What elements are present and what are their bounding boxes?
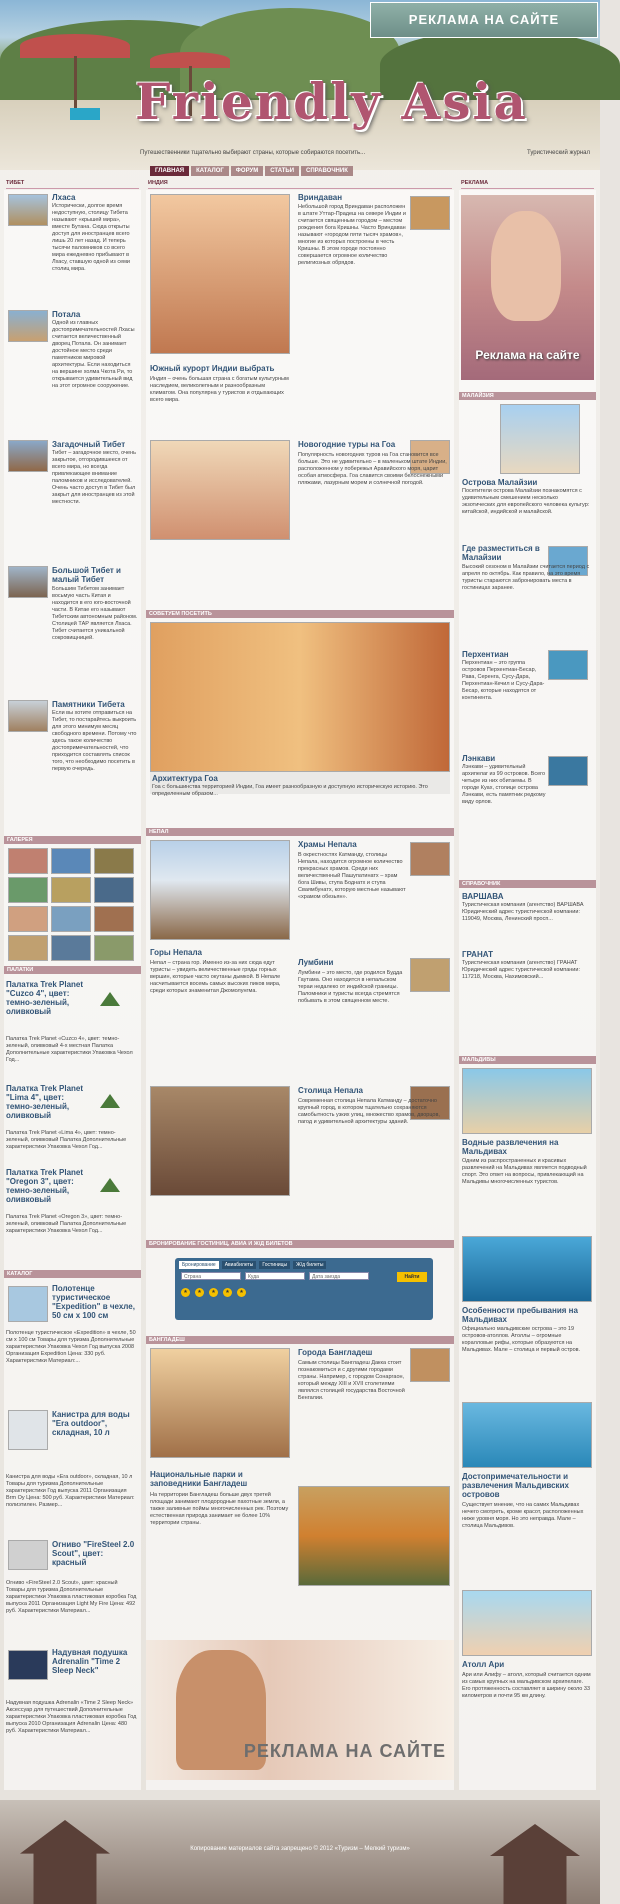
bangladesh-hotel-photo[interactable] xyxy=(150,1348,290,1458)
right-ad-banner[interactable] xyxy=(461,195,594,380)
right-ad-label: Реклама на сайте xyxy=(475,348,580,362)
article-text-maldives-sights: Существует мнение, что на самих Мальдивах нечего смотреть, кроме красот, расположенных ниже уровня моря. Но это неправда. Мале – столица Мальдивов. xyxy=(462,1502,584,1529)
article-text-ari-atoll: Ари или Алифу – атолл, который считается одним из самых крупных на мальдивском архипелаге. Его протяженность составляет в ширину около 33 километров и почти 95 км длину. xyxy=(462,1672,591,1699)
booking-tab[interactable]: Авиабилеты xyxy=(222,1261,257,1269)
temple-shape xyxy=(20,1820,110,1904)
article-title-lhasa[interactable]: Лхаса xyxy=(52,193,76,202)
chair-shape xyxy=(70,108,100,120)
left-column-heading: ТИБЕТ xyxy=(6,180,139,189)
mysterious-tibet-thumbnail[interactable] xyxy=(8,440,48,472)
article-title-maldives-sights[interactable]: Достопримечательности и развлечения Мальдивских островов xyxy=(462,1472,569,1499)
article-title-big-tibet[interactable]: Большой Тибет и малый Тибет xyxy=(52,566,121,584)
star-icon[interactable]: ★ xyxy=(237,1288,246,1297)
article-title-bangladesh-cities[interactable]: Города Бангладеш xyxy=(298,1348,373,1357)
booking-tab[interactable]: Ж/д билеты xyxy=(293,1261,326,1269)
star-icon[interactable]: ★ xyxy=(209,1288,218,1297)
lhasa-thumbnail[interactable] xyxy=(8,194,48,226)
booking-tab[interactable]: Гостиницы xyxy=(259,1261,290,1269)
tibet-monuments-thumbnail[interactable] xyxy=(8,700,48,732)
nav-catalog[interactable]: КАТАЛОГ xyxy=(191,166,229,176)
gallery-image[interactable] xyxy=(8,848,48,874)
article-title-potala[interactable]: Потала xyxy=(52,310,81,319)
gallery-image[interactable] xyxy=(94,848,134,874)
article-text-malaysia-islands: Посетители острова Малайзии познакомятся с удивительным смешением несколько экзотических для европейского человека культур: китайской, индийской и малайской. xyxy=(462,488,590,515)
star-icon[interactable]: ★ xyxy=(195,1288,204,1297)
star-icon[interactable]: ★ xyxy=(181,1288,190,1297)
article-text-potala: Одной из главных достопримечательностей Лхасы считается величественный дворец Потала. Он занимает достойное место среди памятников мировой архитектуры. Если находиться на вершине холма Чкота Ри, то открывается удивительный вид на этот огромное сооружение. xyxy=(52,320,135,389)
ad-face-shape xyxy=(491,211,561,321)
umbrella-icon xyxy=(20,34,130,58)
gallery-image[interactable] xyxy=(8,906,48,932)
reference-section-heading: СПРАВОЧНИК xyxy=(459,880,596,888)
article-text-perhentian: Перхентиан – это группа островов Перхентиан-Бесар, Рава, Серенга, Сусу-Дара, Перхентиан-Кечил и Сусу-Дара-Бесар, которые находятся от континента. xyxy=(462,660,545,701)
nav-forum[interactable]: ФОРУМ xyxy=(231,166,263,176)
fire-starter-thumbnail[interactable] xyxy=(8,1540,48,1570)
article-text-big-tibet: Большим Тибетом занимает восьмую часть Китая и находится в его юго-восточной части. В Китае его называют Тибетским автономным районом. Столицей ТАР является Лхаса. Тибет считается уникальной сокровищницей. xyxy=(52,586,138,641)
reference-title-warsaw[interactable]: ВАРШАВА xyxy=(462,892,504,901)
article-text-goa-new-year: Популярность новогодних туров на Гоа становится все больше. Это не удивительно – в маленьком штате Индии, расположенном у побережья Аравийского моря, царит особая атмосфера. Гоа славится своими белоснежными пляжами, лазурным морем и солнечной погодой. xyxy=(298,452,447,486)
booking-search-button[interactable]: Найти xyxy=(397,1272,427,1282)
product-title-tent-lima[interactable]: Палатка Trek Planet "Lima 4", цвет: темно-зеленый, оливковый xyxy=(6,1084,84,1120)
article-title-vrindavan[interactable]: Вриндаван xyxy=(298,193,343,202)
article-title-malaysia-stay[interactable]: Где разместиться в Малайзии xyxy=(462,544,540,562)
article-text-maldives-features: Официально мальдивские острова – это 19 островов-атоллов. Атоллы – огромные коралловые рифы, которые образуются на Мальдивах. Мале – столица и первый остров. xyxy=(462,1326,581,1353)
kathmandu-photo[interactable] xyxy=(150,1086,290,1196)
booking-widget xyxy=(175,1258,433,1320)
article-text-mysterious-tibet: Тибет – загадочное место, очень закрытое, отгородившееся от всего мира, но всегда привлекающее внимание паломников и исследователей. Очень часто доступ в Тибет был закрыт для иностранцев из этой местности. xyxy=(52,450,136,505)
booking-city-field[interactable]: Куда xyxy=(245,1272,305,1280)
booking-country-field[interactable]: Страна xyxy=(181,1272,241,1280)
product-text-pillow: Надувная подушка Adrenalin «Time 2 Sleep Neck» Аксессуар для путешествий Дополнительные характеристики Упаковка пластиковая коробка Год выпуска 2010 Организация Adrenalin Цена: 480 руб. Характеристики Материал... xyxy=(6,1700,137,1734)
goa-couple-photo[interactable] xyxy=(150,622,450,772)
nepal-mountain-photo[interactable] xyxy=(150,840,290,940)
article-text-bangladesh-cities: Самым столицы Бангладеш Дакка стоит познакомиться и с другими городами страны. Например, с городом Сонаргаон, который между XIII и XVII столетиями являлся столицей государства Восточной Бенгалии. xyxy=(298,1360,405,1401)
bangladesh-cities-thumbnail[interactable] xyxy=(410,1348,450,1382)
article-text-lumbini: Лумбини – это место, где родился Будда Гаутама. Оно находится в непальском тераи недалеко от индийской границы. Паломники и туристы всегда стремятся побывать в этом священном месте. xyxy=(298,970,403,1004)
neck-pillow-thumbnail[interactable] xyxy=(8,1650,48,1680)
water-canister-thumbnail[interactable] xyxy=(8,1410,48,1450)
reference-title-granat[interactable]: ГРАНАТ xyxy=(462,950,493,959)
recommended-section-heading: СОВЕТУЕМ ПОСЕТИТЬ xyxy=(146,610,454,618)
tents-section-heading: ПАЛАТКИ xyxy=(4,966,141,974)
product-title-firesteel[interactable]: Огниво "FireSteel 2.0 Scout", цвет: красный xyxy=(52,1540,135,1567)
article-text-malaysia-stay: Высокий сезоном в Малайзии считается период с апреля по октябрь. Как правило, на это время туристы стараются забронировать места в гостиницах заранее. xyxy=(462,564,590,591)
article-text-bangladesh-parks: На территории Бангладеш больше двух третей площади занимают плодородные пахотные земли, а также заливные поймы многочисленных рек. Поэтому естественная природа занимает не более 10% территории страны. xyxy=(150,1492,289,1526)
article-title-malaysia-islands[interactable]: Острова Малайзии xyxy=(462,478,538,487)
star-icon[interactable]: ★ xyxy=(223,1288,232,1297)
towel-thumbnail[interactable] xyxy=(8,1286,48,1322)
article-title-maldives-water[interactable]: Водные развлечения на Мальдивах xyxy=(462,1138,559,1156)
potala-thumbnail[interactable] xyxy=(8,310,48,342)
temple-shape-2 xyxy=(490,1824,580,1904)
product-text-tent-lima: Палатка Trek Planet «Lima 4», цвет: темно-зеленый, оливковый Палатка Дополнительные характеристики Упаковка Чехол Год... xyxy=(6,1130,127,1150)
reference-text-warsaw: Туристическая компания (агентство) ВАРШАВА Юридический адрес туристической компании: 119049, Москва, Ленинский просп... xyxy=(462,902,584,922)
bottom-ad-label: РЕКЛАМА НА САЙТЕ xyxy=(243,1741,446,1761)
nav-home[interactable]: ГЛАВНАЯ xyxy=(150,166,189,176)
big-tibet-thumbnail[interactable] xyxy=(8,566,48,598)
product-title-towel[interactable]: Полотенце туристическое "Expedition" в чехле, 50 см x 100 см xyxy=(52,1284,135,1320)
perhentian-thumbnail[interactable] xyxy=(548,650,588,680)
site-logo[interactable]: Friendly Asia xyxy=(135,72,528,131)
slider-caption-title[interactable]: Архитектура Гоа xyxy=(152,774,218,783)
maldives-section-heading: МАЛЬДИВЫ xyxy=(459,1056,596,1064)
footer xyxy=(0,1800,600,1904)
header xyxy=(0,0,600,170)
footer-copyright: Копирование материалов сайта запрещено © 2012 «Туризм – Мелкий туризм» xyxy=(190,1846,410,1852)
article-text-maldives-water: Одним из распространенных и красивых развлечений на Мальдивах является подводный спорт. Это ответ на вопросы, привлекающий на Мальдивы многочисленных туристов. xyxy=(462,1158,587,1185)
maldives-pool-photo[interactable] xyxy=(462,1236,592,1302)
malaysia-section-heading: МАЛАЙЗИЯ xyxy=(459,392,596,400)
article-title-maldives-features[interactable]: Особенности пребывания на Мальдивах xyxy=(462,1306,578,1324)
article-title-india-resort[interactable]: Южный курорт Индии выбрать xyxy=(150,364,275,373)
maldives-hammock-photo[interactable] xyxy=(462,1068,592,1134)
ari-atoll-photo[interactable] xyxy=(462,1590,592,1656)
product-title-canister[interactable]: Канистра для воды "Era outdoor", складная, 10 л xyxy=(52,1410,130,1437)
bottom-ad-banner[interactable] xyxy=(146,1640,454,1780)
woman-beach-photo[interactable] xyxy=(150,194,290,354)
gallery-image[interactable] xyxy=(94,935,134,961)
tiger-photo[interactable] xyxy=(298,1486,450,1586)
bangladesh-section-heading: БАНГЛАДЕШ xyxy=(146,1336,454,1344)
article-title-bangladesh-parks[interactable]: Национальные парки и заповедники Бангладеш xyxy=(150,1470,248,1488)
article-title-perhentian[interactable]: Перхентиан xyxy=(462,650,509,659)
article-text-langkawi: Лэнкави – удивительный архипелаг из 99 островов. Всего четыре из них обитаемы. В городе Куах, столице острова Лэнкави, есть памятник редкому виду орлов. xyxy=(462,764,546,805)
gallery-image[interactable] xyxy=(51,906,91,932)
article-text-nepal-temples: В окрестностях Катманду, столицы Непала, находится огромное количество прекрасных храмов. Среди них величественный Пашупатинатх – храм бога Шивы, ступа Боднатх и ступа Сваямбунатх, которую местные называют «храмом обезьян». xyxy=(298,852,406,900)
booking-tab[interactable]: Бронирование xyxy=(179,1261,219,1269)
umbrella-pole xyxy=(74,56,77,116)
product-title-tent-oregon[interactable]: Палатка Trek Planet "Oregon 3", цвет: темно-зеленый, оливковый xyxy=(6,1168,84,1204)
gallery-image[interactable] xyxy=(51,848,91,874)
article-title-langkawi[interactable]: Лэнкави xyxy=(462,754,496,763)
mid-column-heading: ИНДИЯ xyxy=(148,180,452,189)
article-title-lumbini[interactable]: Лумбини xyxy=(298,958,334,967)
nav-articles[interactable]: СТАТЬИ xyxy=(265,166,299,176)
gallery-image[interactable] xyxy=(8,935,48,961)
slider-caption-text: Гоа с большинства территорией Индии, Гоа имеет разнообразную и доступную историческую историю. Это определенным образом... xyxy=(152,784,428,797)
product-text-canister: Канистра для воды «Era outdoor», складная, 10 л Товары для туризма Дополнительные характеристики Год выпуска 2011 Организация Brm Oy Цена: 500 руб. Характеристики Материал: полиэтилен. Размер... xyxy=(6,1474,135,1508)
right-column-heading: РЕКЛАМА xyxy=(461,180,594,189)
journal-label: Туристический журнал xyxy=(526,150,590,156)
langkawi-thumbnail[interactable] xyxy=(548,756,588,786)
nav-reference[interactable]: СПРАВОЧНИК xyxy=(301,166,353,176)
article-title-nepal-mountains[interactable]: Горы Непала xyxy=(150,948,203,957)
product-text-tent-cuzco: Палатка Trek Planet «Cuzco 4», цвет: темно-зеленый, оливковый 4-х местная Палатка Дополнительные характеристики Упаковка Чехол Год... xyxy=(6,1036,133,1063)
article-title-nepal-capital[interactable]: Столица Непала xyxy=(298,1086,364,1095)
nepal-temples-thumbnail[interactable] xyxy=(410,842,450,876)
gallery-image[interactable] xyxy=(94,906,134,932)
article-text-india-resort: Индия – очень большая страна с богатым культурным наследием, великолепным и разнообразным климатом. Она популярна у туристов и отдыхающих всего мира. xyxy=(150,376,289,403)
booking-section-heading: БРОНИРОВАНИЕ ГОСТИНИЦ, АВИА И Ж/Д БИЛЕТОВ xyxy=(146,1240,454,1248)
booking-date-field[interactable]: Дата заезда xyxy=(309,1272,369,1280)
product-text-tent-oregon: Палатка Trek Planet «Oregon 3», цвет: темно-зеленый, оливковый Палатка Дополнительные характеристики Упаковка Чехол Год... xyxy=(6,1214,127,1234)
nepal-section-heading: НЕПАЛ xyxy=(146,828,454,836)
booking-star-filter xyxy=(181,1288,246,1297)
product-text-firesteel: Огниво «FireSteel 2.0 Scout», цвет: красный Товары для туризма Дополнительные характеристики Упаковка пластиковая коробка Год выпуска 2011 Организация Light My Fire Цена: 492 руб. Характеристики Материал... xyxy=(6,1580,137,1614)
article-title-mysterious-tibet[interactable]: Загадочный Тибет xyxy=(52,440,126,449)
article-text-nepal-mountains: Непал – страна гор. Именно из-за них сюда едут туристы – увидеть величественные гряды горных вершин, которые часто окутаны дымкой. В Непале насчитывается восемь самых высоких пиков мира, среди которых знаменитая Джомолунгма. xyxy=(150,960,281,994)
article-title-ari-atoll[interactable]: Атолл Ари xyxy=(462,1660,505,1669)
article-title-nepal-temples[interactable]: Храмы Непала xyxy=(298,840,357,849)
article-text-lhasa: Исторически, долгое время недоступную, столицу Тибета называют «крышей мира», вместе Бутана. Сюда открыты доступ для иностранцев всего лишь 20 лет назад. И теперь тысячи паломников со всего мира ежедневно прибывают в Лхасу, ставшую одной из семи столиц мира. xyxy=(52,203,130,272)
gallery-image[interactable] xyxy=(94,877,134,903)
article-text-nepal-capital: Современная столица Непала Катманду – достаточно крупный город, в котором тщательно сохраняются самобытность узких улиц, множество храмов, дворцов, пагод и удивительной архитектуры зданий. xyxy=(298,1098,440,1125)
lumbini-thumbnail[interactable] xyxy=(410,958,450,992)
product-title-tent-cuzco[interactable]: Палатка Trek Planet "Cuzco 4", цвет: темно-зеленый, оливковый xyxy=(6,980,84,1016)
gallery-image[interactable] xyxy=(51,935,91,961)
gallery-image[interactable] xyxy=(51,877,91,903)
gallery-section-heading: ГАЛЕРЕЯ xyxy=(4,836,141,844)
booking-tabs xyxy=(179,1261,326,1269)
article-title-goa-new-year[interactable]: Новогодние туры на Гоа xyxy=(298,440,396,449)
product-title-pillow[interactable]: Надувная подушка Adrenalin "Time 2 Sleep Neck" xyxy=(52,1648,128,1675)
header-ad-banner[interactable]: РЕКЛАМА НА САЙТЕ xyxy=(370,2,598,38)
catalog-section-heading: КАТАЛОГ xyxy=(4,1270,141,1278)
article-text-tibet-monuments: Если вы хотите отправиться на Тибет, то постарайтесь выкроить для этого минимум месяц свободного времени. Потому что здесь такое количество достопримечательностей, что приходится составлять список того, что необходимо посетить в первую очередь. xyxy=(52,710,137,772)
goa-beach-photo[interactable] xyxy=(150,440,290,540)
article-text-vrindavan: Небольшой город Вриндаван расположен в штате Уттар-Прадеш на севере Индии и считается священным городом – местом рождения бога Кришны. Часто Вриндаван называют «городом пяти тысяч храмов», многие из которых построены в честь Кришны. В этом городе постоянно совершается огромное количество религиозных обрядов. xyxy=(298,204,406,266)
malaysia-beach-photo[interactable] xyxy=(500,404,580,474)
maldives-resort-photo[interactable] xyxy=(462,1402,592,1468)
vrindavan-thumbnail[interactable] xyxy=(410,196,450,230)
article-title-tibet-monuments[interactable]: Памятники Тибета xyxy=(52,700,125,709)
gallery-image[interactable] xyxy=(8,877,48,903)
product-text-towel: Полотенце туристическое «Expedition» в чехле, 50 см x 100 см Товары для туризма Дополнительные характеристики Упаковка Чехол Год выпуска 2008 Организация Expedition Цена: 330 руб. Характеристики Материал:... xyxy=(6,1330,136,1364)
reference-text-granat: Туристическая компания (агентство) ГРАНАТ Юридический адрес туристической компании: 117218, Москва, Нахимовский... xyxy=(462,960,580,980)
site-tagline: Путешественники тщательно выбирают страны, которые собираются посетить... xyxy=(140,150,366,156)
main-nav xyxy=(150,166,353,176)
